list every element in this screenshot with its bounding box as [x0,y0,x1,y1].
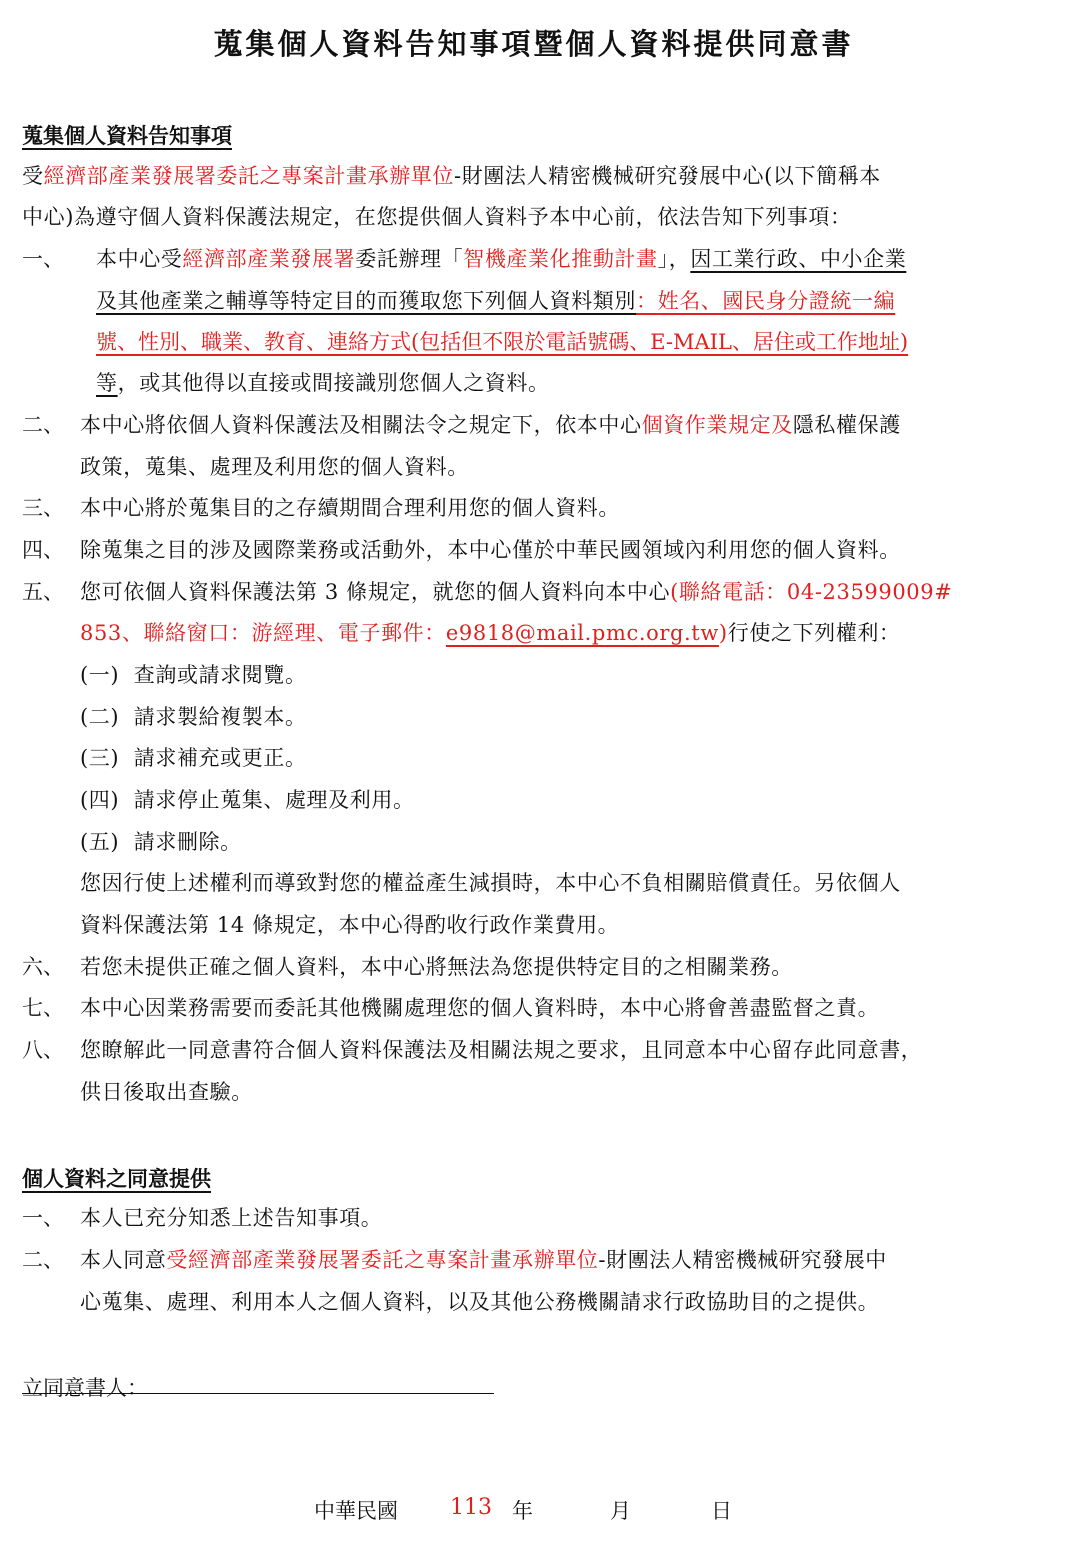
item-3-text: 本中心將於蒐集目的之存續期間合理利用您的個人資料。 [80,496,620,520]
consent-item-2-number: 二、 [22,1248,64,1272]
item-3-number: 三、 [22,496,64,520]
right-5: (五) 請求刪除。 [80,830,242,854]
item-8-line-2: 供日後取出查驗。 [80,1080,253,1104]
date-month-unit: 月 [610,1499,631,1523]
consent-item-1-text: 本人已充分知悉上述告知事項。 [80,1206,383,1230]
notice-intro-line-2: 中心)為遵守個人資料保護法規定，在您提供個人資料予本中心前，依法告知下列事項： [22,205,852,229]
consent-item-2-line-1: 本人同意受經濟部產業發展署委託之專案計畫承辦單位-財團法人精密機械研究發展中 [80,1248,887,1272]
date-year-unit: 年 [512,1499,533,1523]
item-8-line-1: 您瞭解此一同意書符合個人資料保護法及相關法規之要求，且同意本中心留存此同意書， [80,1038,923,1062]
item-6-number: 六、 [22,955,64,979]
item-5-line-1: 您可依個人資料保護法第 3 條規定，就您的個人資料向本中心(聯絡電話：04-23599009# [80,580,953,604]
item-5-after-line-2: 資料保護法第 14 條規定，本中心得酌收行政作業費用。 [80,913,620,937]
item-1-number: 一、 [22,247,64,271]
item-2-line-2: 政策，蒐集、處理及利用您的個人資料。 [80,455,469,479]
item-2-line-1: 本中心將依個人資料保護法及相關法令之規定下，依本中心個資作業規定及隱私權保護 [80,413,901,437]
item-5-line-2: 853、聯絡窗口：游經理、電子郵件：e9818@mail.pmc.org.tw)行使之下列權利： [80,621,901,645]
signature-line[interactable] [22,1393,494,1394]
item-4-number: 四、 [22,538,64,562]
document-title: 蒐集個人資料告知事項暨個人資料提供同意書 [213,27,854,61]
right-1: (一) 查詢或請求閱覽。 [80,663,307,687]
notice-intro-line-1: 受經濟部產業發展署委託之專案計畫承辦單位-財團法人精密機械研究發展中心(以下簡稱本 [22,164,881,188]
date-era: 中華民國 [314,1499,398,1523]
item-2-number: 二、 [22,413,64,437]
item-6-text: 若您未提供正確之個人資料，本中心將無法為您提供特定目的之相關業務。 [80,955,793,979]
item-4-text: 除蒐集之目的涉及國際業務或活動外，本中心僅於中華民國領域內利用您的個人資料。 [80,538,901,562]
contact-email-link[interactable]: e9818@mail.pmc.org.tw [445,621,719,645]
item-5-after-line-1: 您因行使上述權利而導致對您的權益產生減損時，本中心不負相關賠償責任。另依個人 [80,871,901,895]
date-day-unit: 日 [711,1499,732,1523]
item-1-line-1: 本中心受經濟部產業發展署委託辦理「智機產業化推動計畫」，因工業行政、中小企業 [96,247,907,271]
consent-item-2-line-2: 心蒐集、處理、利用本人之個人資料，以及其他公務機關請求行政協助目的之提供。 [80,1290,880,1314]
consent-item-1-number: 一、 [22,1206,64,1230]
item-5-number: 五、 [22,580,64,604]
consent-heading: 個人資料之同意提供 [22,1166,211,1191]
item-1-line-3: 號、性別、職業、教育、連絡方式(包括但不限於電話號碼、E-MAIL、居住或工作地址) [96,330,909,354]
date-year: 113 [450,1495,492,1520]
item-1-line-4: 等，或其他得以直接或間接識別您個人之資料。 [96,371,550,395]
right-2: (二) 請求製給複製本。 [80,705,307,729]
right-4: (四) 請求停止蒐集、處理及利用。 [80,788,415,812]
item-7-number: 七、 [22,996,64,1020]
item-1-line-2: 及其他產業之輔導等特定目的而獲取您下列個人資料類別：姓名、國民身分證統一編 [96,289,896,313]
signer-label: 立同意書人： [22,1376,148,1400]
item-8-number: 八、 [22,1038,64,1062]
item-7-text: 本中心因業務需要而委託其他機關處理您的個人資料時，本中心將會善盡監督之責。 [80,996,880,1020]
right-3: (三) 請求補充或更正。 [80,746,307,770]
notice-heading: 蒐集個人資料告知事項 [22,123,232,148]
